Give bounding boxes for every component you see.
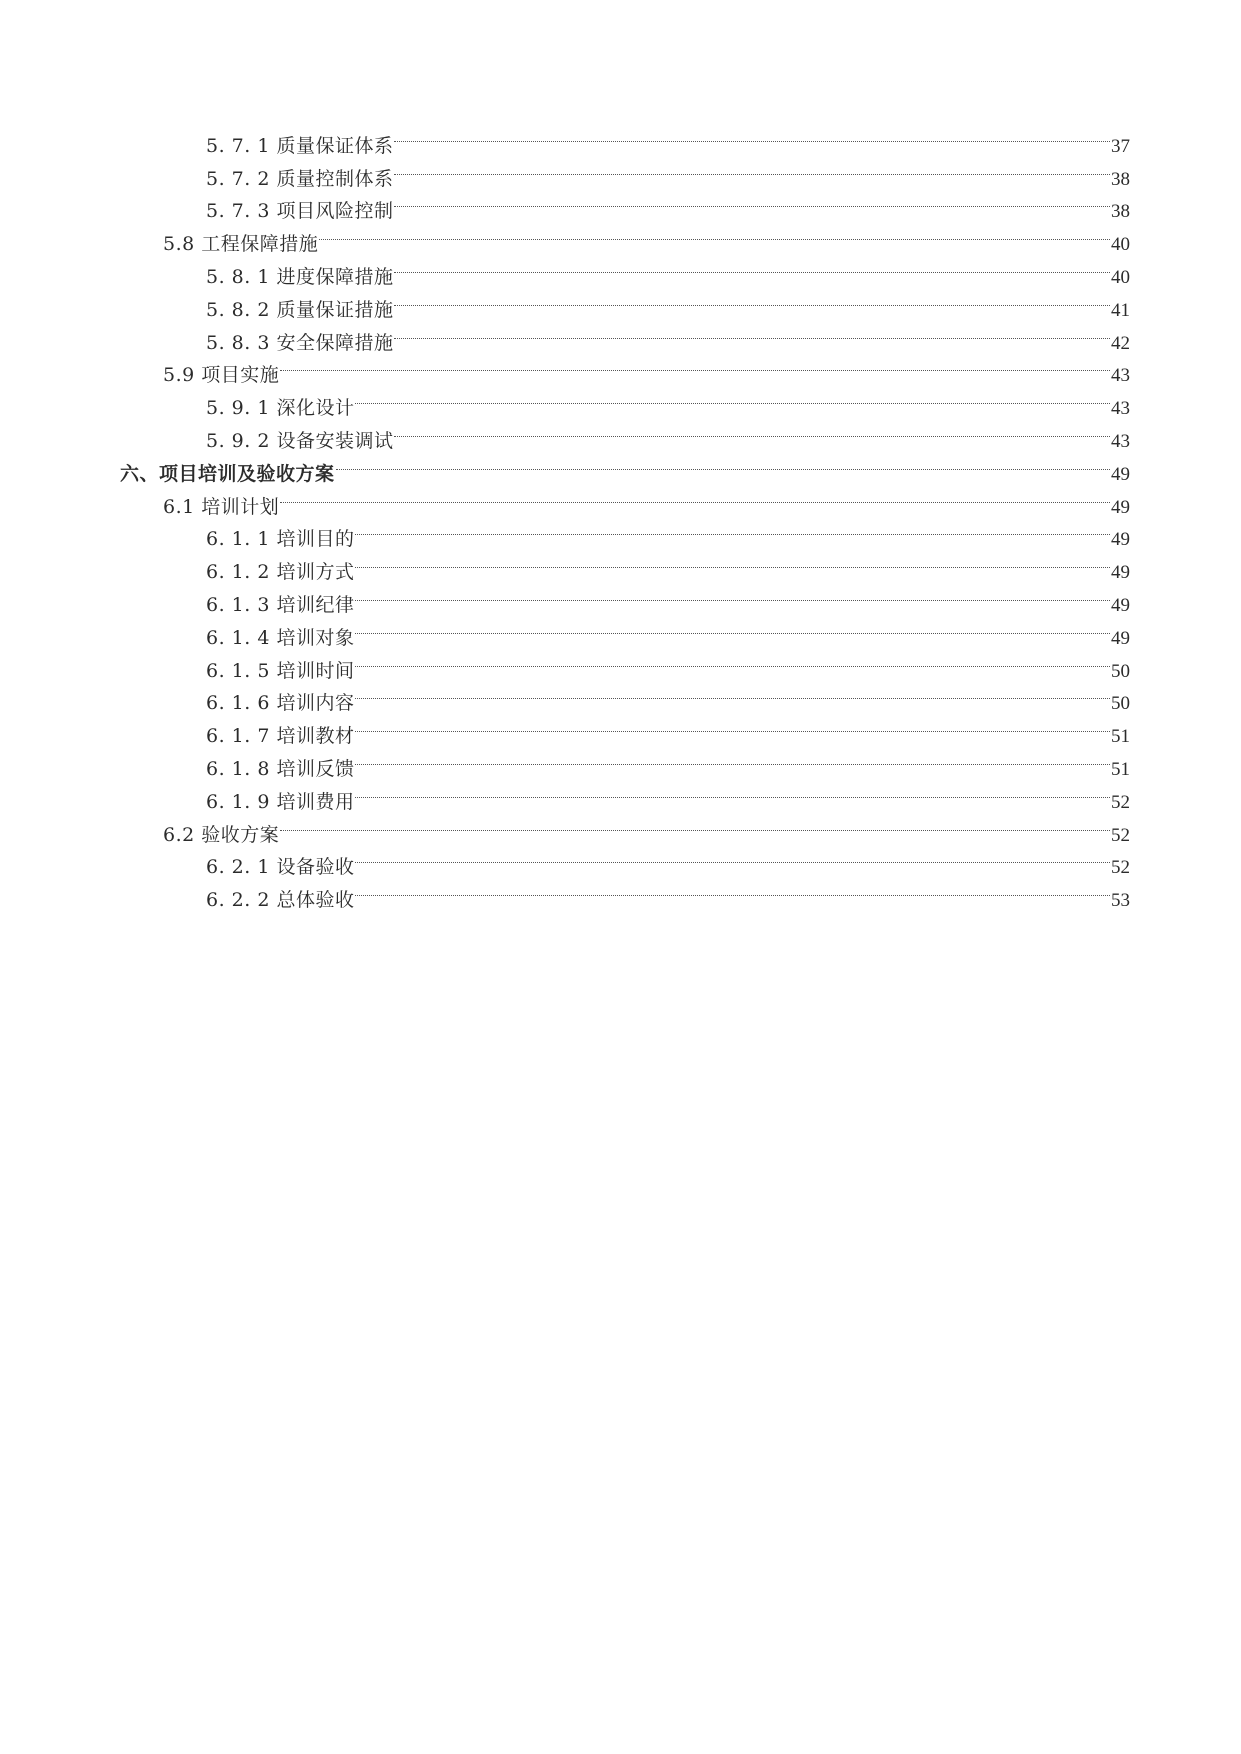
toc-entry-page: 49	[1111, 496, 1130, 518]
toc-entry-page: 49	[1111, 529, 1130, 551]
dot-leader	[355, 775, 1110, 808]
toc-entry-page: 40	[1111, 266, 1130, 288]
dot-leader	[394, 316, 1110, 349]
dot-leader	[355, 841, 1110, 874]
dot-leader	[394, 250, 1110, 283]
toc-entry-title: 5. 7. 1 质量保证体系	[206, 134, 394, 157]
dot-leader	[355, 381, 1110, 414]
dot-leader	[355, 644, 1110, 677]
toc-entry-page: 38	[1111, 201, 1130, 223]
toc-entry-page: 38	[1111, 168, 1130, 190]
dot-leader	[394, 283, 1110, 316]
toc-entry-title: 5. 9. 2 设备安装调试	[206, 429, 394, 452]
toc-entry-page: 51	[1111, 726, 1130, 748]
toc-entry-page: 37	[1111, 135, 1130, 157]
toc-entry-title: 6. 1. 7 培训教材	[206, 725, 355, 748]
toc-entry-title: 5.9 项目实施	[163, 364, 280, 387]
toc-entry-title: 6. 1. 3 培训纪律	[206, 593, 355, 616]
toc-entry-title: 6.2 验收方案	[163, 823, 280, 846]
dot-leader	[394, 119, 1110, 152]
toc-entry-title: 5.8 工程保障措施	[163, 233, 319, 256]
table-of-contents	[120, 119, 1130, 912]
dot-leader	[355, 578, 1110, 611]
toc-entry-title: 6. 1. 6 培训内容	[206, 692, 355, 715]
dot-leader	[355, 611, 1110, 644]
toc-entry-title: 6. 1. 8 培训反馈	[206, 757, 355, 780]
toc-entry-page: 52	[1111, 824, 1130, 846]
dot-leader	[355, 545, 1110, 578]
toc-entry[interactable]	[120, 119, 1130, 157]
toc-entry-page: 50	[1111, 693, 1130, 715]
toc-entry-title: 6. 1. 5 培训时间	[206, 659, 355, 682]
toc-entry-page: 52	[1111, 791, 1130, 813]
toc-entry-page: 53	[1111, 890, 1130, 912]
dot-leader	[355, 709, 1110, 742]
toc-entry-page: 52	[1111, 857, 1130, 879]
toc-entry-page: 49	[1111, 463, 1130, 485]
dot-leader	[280, 349, 1110, 382]
toc-entry-title: 6. 1. 1 培训目的	[206, 528, 355, 551]
toc-entry-title: 6.1 培训计划	[163, 495, 280, 518]
toc-entry-page: 41	[1111, 299, 1130, 321]
toc-entry-title: 5. 7. 3 项目风险控制	[206, 200, 394, 223]
toc-entry-page: 51	[1111, 758, 1130, 780]
toc-entry-page: 50	[1111, 660, 1130, 682]
toc-entry-title: 5. 8. 3 安全保障措施	[206, 331, 394, 354]
toc-entry-title: 5. 8. 1 进度保障措施	[206, 265, 394, 288]
toc-entry-title: 5. 7. 2 质量控制体系	[206, 167, 394, 190]
toc-entry-page: 40	[1111, 234, 1130, 256]
dot-leader	[355, 873, 1110, 906]
toc-entry-page: 43	[1111, 430, 1130, 452]
toc-entry-page: 49	[1111, 562, 1130, 584]
toc-entry-title: 6. 1. 2 培训方式	[206, 561, 355, 584]
toc-entry-title: 6. 1. 9 培训费用	[206, 790, 355, 813]
dot-leader	[355, 742, 1110, 775]
toc-entry-title: 6. 1. 4 培训对象	[206, 626, 355, 649]
dot-leader	[394, 185, 1110, 218]
toc-entry-title: 六、项目培训及验收方案	[120, 462, 335, 485]
dot-leader	[355, 677, 1110, 710]
toc-entry-title: 6. 2. 2 总体验收	[206, 889, 355, 912]
toc-entry-title: 5. 9. 1 深化设计	[206, 397, 355, 420]
toc-entry-page: 43	[1111, 365, 1130, 387]
dot-leader	[319, 217, 1110, 250]
toc-entry-page: 43	[1111, 398, 1130, 420]
dot-leader	[355, 513, 1110, 546]
dot-leader	[280, 808, 1110, 841]
toc-entry-page: 42	[1111, 332, 1130, 354]
dot-leader	[394, 152, 1110, 185]
toc-entry-title: 5. 8. 2 质量保证措施	[206, 298, 394, 321]
toc-entry-page: 49	[1111, 627, 1130, 649]
dot-leader	[280, 480, 1110, 513]
toc-entry-title: 6. 2. 1 设备验收	[206, 856, 355, 879]
dot-leader	[394, 414, 1110, 447]
toc-entry-page: 49	[1111, 594, 1130, 616]
dot-leader	[336, 447, 1110, 480]
